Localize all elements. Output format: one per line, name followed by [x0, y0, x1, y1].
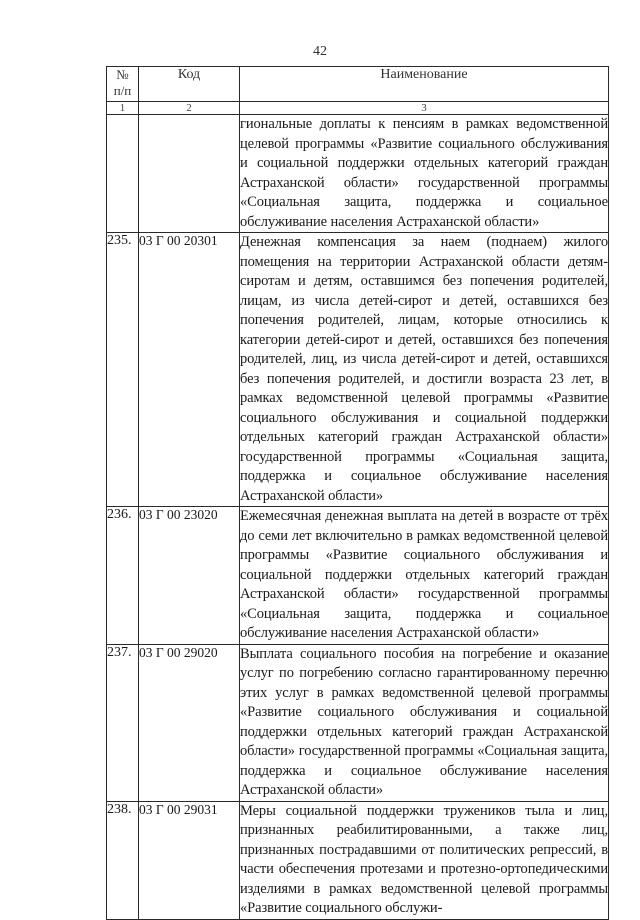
table-header-row [107, 67, 609, 102]
table-row [107, 644, 609, 801]
header-name [240, 67, 609, 102]
header-num-label: № п/п [113, 67, 132, 98]
row-number [107, 115, 139, 233]
row-code: 03 Г 00 29020 [139, 644, 240, 801]
row-name: Меры социальной поддержки тружеников тыла и лиц, признанных реабилитированными, а также лиц, признанных пострадавшими от политических репрессий, в части обеспечения протезами и протезно-ортопедическими изделиями в рамках ведомственной целевой программы «Развитие социального обслужи- [240, 801, 609, 919]
row-name: Выплата социального пособия на погребение и оказание услуг по погребению согласно гарантированному перечню этих услуг в рамках ведомственной целевой программы «Развитие социального обслуживания и социальной поддержки отдельных категорий граждан Астраханской области» государственной программы «Социальная защита, поддержка и социальное обслуживание населения Астраханской области» [240, 644, 609, 801]
column-number-1: 1 [107, 102, 139, 115]
row-number: 238. [107, 801, 139, 919]
row-name: гиональные доплаты к пенсиям в рамках ведомственной целевой программы «Развитие социального обслуживания и социальной поддержки отдельных категорий граждан Астраханской области» государственной программы «Социальная защита, поддержка и социальное обслуживание населения Астраханской области» [240, 115, 609, 233]
page-number: 42 [313, 44, 327, 59]
header-code-label: Код [177, 67, 201, 82]
row-number: 237. [107, 644, 139, 801]
row-code: 03 Г 00 20301 [139, 233, 240, 507]
table-row [107, 115, 609, 233]
header-row-number [107, 67, 139, 102]
row-name: Ежемесячная денежная выплата на детей в возрасте от трёх до семи лет включительно в рамках ведомственной целевой программы «Развитие социального обслуживания и социальной поддержки отдельных категорий граждан Астраханской области» государственной программы «Социальная защита, поддержка и социальное обслуживание населения Астраханской области» [240, 507, 609, 645]
table-row [107, 233, 609, 507]
row-code: 03 Г 00 29031 [139, 801, 240, 919]
header-code [139, 67, 240, 102]
column-number-3: 3 [240, 102, 609, 115]
row-code [139, 115, 240, 233]
column-number-row [107, 102, 609, 115]
row-code: 03 Г 00 23020 [139, 507, 240, 645]
row-number: 235. [107, 233, 139, 507]
header-name-label: Наименование [380, 67, 468, 82]
row-number: 236. [107, 507, 139, 645]
row-name: Денежная компенсация за наем (поднаем) жилого помещения на территории Астраханской области детям-сиротам и детям, оставшимся без попечения родителей, лицам, из числа детей-сирот и детей, оставшихся без попечения родителей, лицам, которые относились к категории детей-сирот и детей, оставшихся без попечения родителей, лиц, из числа детей-сирот и детей, оставшихся без попечения родителей, и достигли возраста 23 лет, в рамках ведомственной целевой программы «Развитие социального обслуживания и социальной поддержки отдельных категорий граждан Астраханской области» государственной программы «Социальная защита, поддержка и социальное обслуживание населения Астраханской области» [240, 233, 609, 507]
budget-code-table [106, 66, 609, 920]
table-row [107, 801, 609, 919]
table-row [107, 507, 609, 645]
column-number-2: 2 [139, 102, 240, 115]
